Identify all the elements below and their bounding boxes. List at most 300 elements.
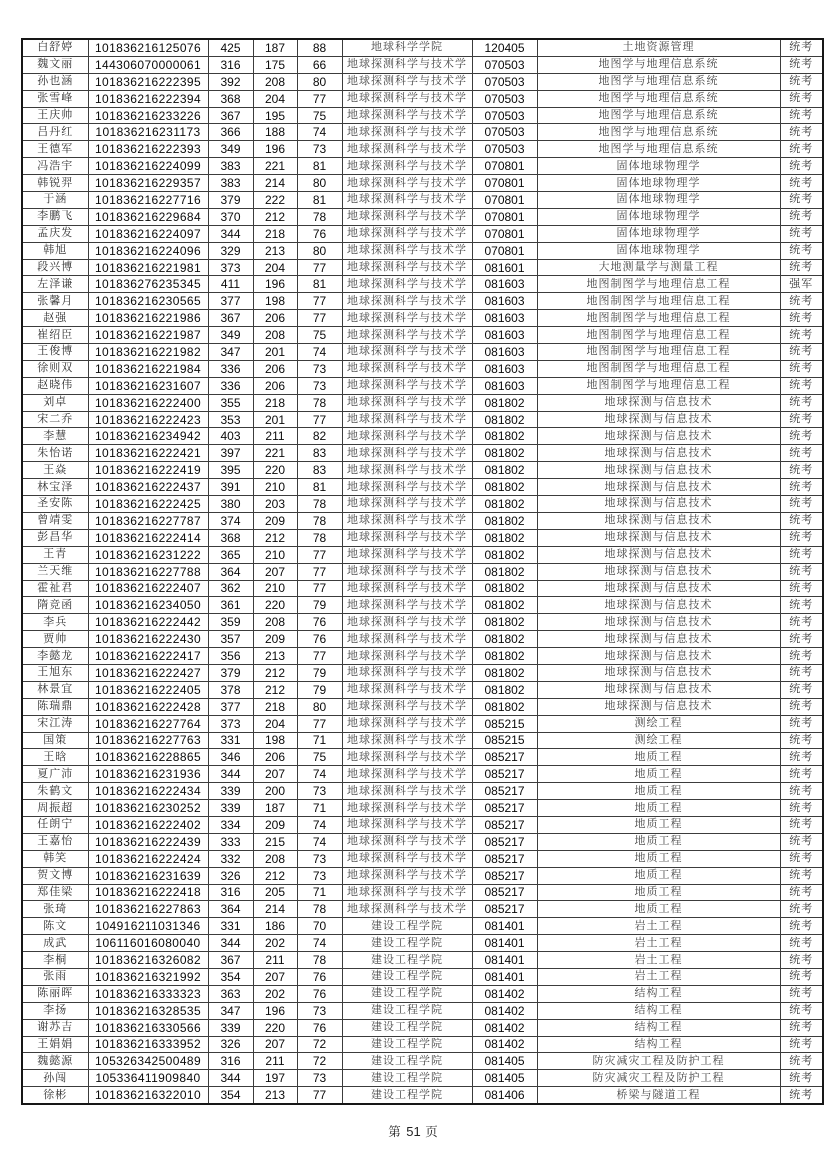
- cell-name: 谢苏吉: [22, 1019, 88, 1036]
- cell-college: 地球探测科学与技术学: [342, 107, 472, 124]
- cell-score-3: 82: [297, 428, 342, 445]
- cell-exam-number: 101836216321992: [88, 968, 208, 985]
- cell-score-total: 373: [208, 259, 253, 276]
- cell-major-name: 地球探测与信息技术: [537, 546, 780, 563]
- cell-exam-number: 101836216230565: [88, 293, 208, 310]
- cell-exam-number: 101836216222414: [88, 529, 208, 546]
- cell-score-2: 220: [253, 1019, 297, 1036]
- cell-college: 地球探测科学与技术学: [342, 732, 472, 749]
- cell-exam-type: 统考: [780, 935, 823, 952]
- cell-college: 建设工程学院: [342, 1002, 472, 1019]
- cell-college: 地球探测科学与技术学: [342, 512, 472, 529]
- cell-major-code: 081802: [472, 580, 537, 597]
- cell-exam-number: 101836216333952: [88, 1036, 208, 1053]
- cell-exam-number: 101836216222428: [88, 698, 208, 715]
- cell-exam-type: 统考: [780, 597, 823, 614]
- cell-exam-type: 统考: [780, 496, 823, 513]
- cell-score-3: 83: [297, 445, 342, 462]
- cell-score-3: 78: [297, 901, 342, 918]
- cell-college: 地球探测科学与技术学: [342, 580, 472, 597]
- cell-score-2: 211: [253, 428, 297, 445]
- cell-score-2: 212: [253, 529, 297, 546]
- cell-exam-number: 101836216227863: [88, 901, 208, 918]
- cell-exam-type: 统考: [780, 479, 823, 496]
- cell-score-total: 403: [208, 428, 253, 445]
- cell-major-name: 固体地球物理学: [537, 175, 780, 192]
- cell-major-name: 地图制图学与地理信息工程: [537, 360, 780, 377]
- table-row: [22, 918, 823, 935]
- cell-exam-type: 统考: [780, 344, 823, 361]
- cell-name: 贾帅: [22, 631, 88, 648]
- cell-score-3: 72: [297, 1036, 342, 1053]
- cell-major-name: 地球探测与信息技术: [537, 597, 780, 614]
- cell-exam-type: 统考: [780, 529, 823, 546]
- cell-score-3: 77: [297, 648, 342, 665]
- cell-score-total: 349: [208, 327, 253, 344]
- cell-major-code: 081802: [472, 597, 537, 614]
- cell-score-3: 78: [297, 952, 342, 969]
- cell-exam-type: 统考: [780, 1070, 823, 1087]
- cell-name: 王俊博: [22, 344, 88, 361]
- cell-major-name: 地球探测与信息技术: [537, 681, 780, 698]
- cell-exam-type: 统考: [780, 867, 823, 884]
- table-row: [22, 141, 823, 158]
- cell-exam-number: 101836216229684: [88, 208, 208, 225]
- cell-score-2: 200: [253, 783, 297, 800]
- cell-exam-type: 强军: [780, 276, 823, 293]
- cell-score-total: 347: [208, 1002, 253, 1019]
- cell-score-total: 377: [208, 698, 253, 715]
- cell-name: 陈文: [22, 918, 88, 935]
- cell-major-code: 081802: [472, 394, 537, 411]
- cell-major-code: 081401: [472, 918, 537, 935]
- cell-exam-type: 统考: [780, 394, 823, 411]
- cell-exam-type: 统考: [780, 985, 823, 1002]
- cell-score-2: 202: [253, 985, 297, 1002]
- cell-college: 地球探测科学与技术学: [342, 56, 472, 73]
- cell-score-total: 344: [208, 766, 253, 783]
- cell-exam-type: 统考: [780, 884, 823, 901]
- cell-score-2: 196: [253, 276, 297, 293]
- cell-college: 建设工程学院: [342, 1053, 472, 1070]
- cell-exam-type: 统考: [780, 631, 823, 648]
- cell-exam-type: 统考: [780, 1002, 823, 1019]
- cell-name: 陈瑞鼎: [22, 698, 88, 715]
- cell-major-name: 地球探测与信息技术: [537, 631, 780, 648]
- table-row: [22, 360, 823, 377]
- cell-score-total: 391: [208, 479, 253, 496]
- table-row: [22, 867, 823, 884]
- cell-major-code: 085217: [472, 867, 537, 884]
- cell-score-2: 203: [253, 496, 297, 513]
- cell-major-name: 结构工程: [537, 1002, 780, 1019]
- table-row: [22, 344, 823, 361]
- cell-exam-number: 101836216227787: [88, 512, 208, 529]
- cell-score-3: 79: [297, 597, 342, 614]
- cell-name: 于涵: [22, 192, 88, 209]
- cell-college: 建设工程学院: [342, 952, 472, 969]
- cell-exam-number: 101836216222393: [88, 141, 208, 158]
- table-row: [22, 276, 823, 293]
- cell-score-total: 355: [208, 394, 253, 411]
- cell-score-3: 80: [297, 242, 342, 259]
- cell-score-total: 364: [208, 901, 253, 918]
- cell-score-2: 209: [253, 512, 297, 529]
- cell-name: 李兵: [22, 614, 88, 631]
- cell-college: 地球探测科学与技术学: [342, 546, 472, 563]
- cell-score-3: 71: [297, 800, 342, 817]
- cell-score-2: 198: [253, 732, 297, 749]
- cell-score-total: 344: [208, 1070, 253, 1087]
- cell-exam-type: 统考: [780, 1087, 823, 1104]
- cell-score-2: 214: [253, 901, 297, 918]
- cell-major-name: 结构工程: [537, 985, 780, 1002]
- cell-score-total: 366: [208, 124, 253, 141]
- cell-name: 张馨月: [22, 293, 88, 310]
- cell-score-total: 392: [208, 73, 253, 90]
- cell-exam-number: 101836216234050: [88, 597, 208, 614]
- cell-name: 韩锐羿: [22, 175, 88, 192]
- cell-college: 地球探测科学与技术学: [342, 158, 472, 175]
- cell-major-code: 081603: [472, 360, 537, 377]
- cell-college: 地球探测科学与技术学: [342, 867, 472, 884]
- cell-score-total: 380: [208, 496, 253, 513]
- cell-name: 成武: [22, 935, 88, 952]
- page-number-prefix: 第: [388, 1125, 402, 1139]
- cell-name: 魏懿源: [22, 1053, 88, 1070]
- cell-college: 地球探测科学与技术学: [342, 715, 472, 732]
- cell-name: 曾靖雯: [22, 512, 88, 529]
- page-number-value: 51: [406, 1124, 421, 1139]
- cell-score-2: 220: [253, 597, 297, 614]
- cell-major-name: 地质工程: [537, 850, 780, 867]
- cell-major-code: 081802: [472, 479, 537, 496]
- cell-major-code: 085217: [472, 783, 537, 800]
- cell-major-name: 地质工程: [537, 800, 780, 817]
- table-row: [22, 192, 823, 209]
- cell-exam-number: 101836216222400: [88, 394, 208, 411]
- cell-major-code: 085217: [472, 749, 537, 766]
- cell-score-total: 379: [208, 192, 253, 209]
- cell-name: 吕丹红: [22, 124, 88, 141]
- table-row: [22, 107, 823, 124]
- cell-name: 兰天维: [22, 563, 88, 580]
- cell-major-name: 地球探测与信息技术: [537, 394, 780, 411]
- cell-exam-number: 101836216222423: [88, 411, 208, 428]
- cell-score-2: 187: [253, 800, 297, 817]
- cell-exam-number: 101836216224099: [88, 158, 208, 175]
- cell-exam-number: 101836216222442: [88, 614, 208, 631]
- cell-major-name: 地图学与地理信息系统: [537, 124, 780, 141]
- cell-major-code: 081406: [472, 1087, 537, 1104]
- cell-score-3: 73: [297, 1070, 342, 1087]
- cell-name: 赵强: [22, 310, 88, 327]
- cell-major-code: 070503: [472, 124, 537, 141]
- cell-score-3: 74: [297, 344, 342, 361]
- cell-major-name: 防灾减灾工程及防护工程: [537, 1070, 780, 1087]
- cell-score-total: 316: [208, 56, 253, 73]
- cell-score-total: 334: [208, 816, 253, 833]
- cell-major-code: 070801: [472, 208, 537, 225]
- cell-score-3: 77: [297, 411, 342, 428]
- table-row: [22, 648, 823, 665]
- cell-college: 地球探测科学与技术学: [342, 124, 472, 141]
- cell-major-code: 085217: [472, 833, 537, 850]
- cell-score-2: 208: [253, 73, 297, 90]
- cell-score-total: 367: [208, 310, 253, 327]
- cell-score-2: 218: [253, 225, 297, 242]
- cell-score-3: 77: [297, 259, 342, 276]
- cell-score-total: 331: [208, 732, 253, 749]
- cell-major-code: 081802: [472, 698, 537, 715]
- table-row: [22, 377, 823, 394]
- cell-major-code: 081402: [472, 1019, 537, 1036]
- cell-score-total: 368: [208, 529, 253, 546]
- cell-score-2: 221: [253, 158, 297, 175]
- cell-score-3: 80: [297, 698, 342, 715]
- cell-college: 地球探测科学与技术学: [342, 681, 472, 698]
- cell-score-2: 211: [253, 1053, 297, 1070]
- cell-exam-type: 统考: [780, 546, 823, 563]
- cell-exam-number: 101836216221987: [88, 327, 208, 344]
- cell-college: 地球探测科学与技术学: [342, 90, 472, 107]
- cell-score-3: 72: [297, 1053, 342, 1070]
- cell-major-name: 测绘工程: [537, 715, 780, 732]
- cell-major-name: 地图制图学与地理信息工程: [537, 293, 780, 310]
- cell-exam-number: 101836216222418: [88, 884, 208, 901]
- table-row: [22, 428, 823, 445]
- cell-major-name: 土地资源管理: [537, 39, 780, 56]
- cell-exam-type: 统考: [780, 310, 823, 327]
- cell-exam-number: 101836216330566: [88, 1019, 208, 1036]
- cell-exam-number: 101836216234942: [88, 428, 208, 445]
- cell-name: 李桐: [22, 952, 88, 969]
- cell-major-code: 081802: [472, 563, 537, 580]
- cell-name: 王青: [22, 546, 88, 563]
- cell-score-total: 377: [208, 293, 253, 310]
- cell-college: 地球探测科学与技术学: [342, 310, 472, 327]
- cell-major-code: 070801: [472, 225, 537, 242]
- cell-exam-number: 105326342500489: [88, 1053, 208, 1070]
- cell-major-name: 地球探测与信息技术: [537, 512, 780, 529]
- cell-exam-type: 统考: [780, 242, 823, 259]
- cell-score-3: 80: [297, 175, 342, 192]
- cell-exam-number: 101836216222439: [88, 833, 208, 850]
- cell-college: 地球探测科学与技术学: [342, 293, 472, 310]
- table-row: [22, 816, 823, 833]
- cell-score-total: 339: [208, 783, 253, 800]
- cell-name: 陈丽晖: [22, 985, 88, 1002]
- table-row: [22, 698, 823, 715]
- cell-score-2: 210: [253, 479, 297, 496]
- cell-exam-type: 统考: [780, 141, 823, 158]
- cell-exam-type: 统考: [780, 850, 823, 867]
- cell-score-total: 316: [208, 884, 253, 901]
- cell-college: 地球探测科学与技术学: [342, 816, 472, 833]
- cell-name: 徐则双: [22, 360, 88, 377]
- cell-score-3: 77: [297, 580, 342, 597]
- cell-college: 建设工程学院: [342, 968, 472, 985]
- cell-exam-number: 101836216221986: [88, 310, 208, 327]
- cell-major-name: 岩土工程: [537, 952, 780, 969]
- cell-score-3: 70: [297, 918, 342, 935]
- cell-score-2: 196: [253, 1002, 297, 1019]
- cell-score-3: 77: [297, 546, 342, 563]
- table-row: [22, 496, 823, 513]
- cell-score-2: 201: [253, 411, 297, 428]
- cell-score-2: 210: [253, 580, 297, 597]
- cell-score-3: 71: [297, 884, 342, 901]
- cell-exam-type: 统考: [780, 681, 823, 698]
- cell-score-3: 81: [297, 192, 342, 209]
- cell-major-code: 081603: [472, 377, 537, 394]
- cell-score-3: 80: [297, 73, 342, 90]
- cell-major-name: 地图制图学与地理信息工程: [537, 310, 780, 327]
- table-row: [22, 56, 823, 73]
- cell-score-2: 207: [253, 563, 297, 580]
- table-row: [22, 1036, 823, 1053]
- cell-exam-type: 统考: [780, 225, 823, 242]
- cell-score-total: 349: [208, 141, 253, 158]
- cell-score-total: 356: [208, 648, 253, 665]
- cell-score-2: 195: [253, 107, 297, 124]
- cell-college: 地球探测科学与技术学: [342, 192, 472, 209]
- cell-exam-number: 144306070000061: [88, 56, 208, 73]
- table-row: [22, 411, 823, 428]
- cell-major-name: 地球探测与信息技术: [537, 529, 780, 546]
- cell-major-name: 岩土工程: [537, 968, 780, 985]
- cell-major-name: 固体地球物理学: [537, 242, 780, 259]
- cell-major-code: 085217: [472, 816, 537, 833]
- cell-score-2: 209: [253, 816, 297, 833]
- cell-college: 地球探测科学与技术学: [342, 901, 472, 918]
- cell-exam-number: 101836216231936: [88, 766, 208, 783]
- cell-score-total: 364: [208, 563, 253, 580]
- cell-college: 建设工程学院: [342, 1036, 472, 1053]
- cell-major-code: 070801: [472, 158, 537, 175]
- cell-name: 韩笑: [22, 850, 88, 867]
- cell-name: 张琦: [22, 901, 88, 918]
- cell-score-2: 221: [253, 445, 297, 462]
- cell-exam-type: 统考: [780, 56, 823, 73]
- cell-major-code: 085217: [472, 800, 537, 817]
- cell-score-3: 88: [297, 39, 342, 56]
- cell-score-total: 425: [208, 39, 253, 56]
- cell-exam-type: 统考: [780, 1019, 823, 1036]
- cell-score-total: 370: [208, 208, 253, 225]
- cell-major-name: 地球探测与信息技术: [537, 411, 780, 428]
- cell-exam-number: 101836216231222: [88, 546, 208, 563]
- cell-score-2: 201: [253, 344, 297, 361]
- cell-score-3: 76: [297, 225, 342, 242]
- table-row: [22, 850, 823, 867]
- table-row: [22, 208, 823, 225]
- cell-score-2: 207: [253, 968, 297, 985]
- cell-name: 崔绍臣: [22, 327, 88, 344]
- cell-major-code: 081402: [472, 985, 537, 1002]
- table-row: [22, 833, 823, 850]
- cell-college: 地球探测科学与技术学: [342, 648, 472, 665]
- cell-exam-number: 106116016080040: [88, 935, 208, 952]
- cell-major-code: 081802: [472, 445, 537, 462]
- cell-exam-type: 统考: [780, 259, 823, 276]
- cell-exam-type: 统考: [780, 293, 823, 310]
- cell-exam-number: 101836276235345: [88, 276, 208, 293]
- cell-major-code: 081802: [472, 529, 537, 546]
- table-row: [22, 597, 823, 614]
- cell-score-3: 73: [297, 850, 342, 867]
- cell-score-total: 367: [208, 107, 253, 124]
- table-row: [22, 90, 823, 107]
- cell-name: 刘卓: [22, 394, 88, 411]
- cell-exam-type: 统考: [780, 664, 823, 681]
- cell-exam-type: 统考: [780, 833, 823, 850]
- cell-score-3: 74: [297, 935, 342, 952]
- cell-score-total: 316: [208, 1053, 253, 1070]
- cell-exam-type: 统考: [780, 698, 823, 715]
- cell-college: 地球探测科学与技术学: [342, 631, 472, 648]
- cell-major-name: 防灾减灾工程及防护工程: [537, 1053, 780, 1070]
- table-body: [22, 39, 823, 1104]
- cell-exam-number: 101836216222427: [88, 664, 208, 681]
- cell-score-total: 359: [208, 614, 253, 631]
- cell-score-total: 326: [208, 1036, 253, 1053]
- cell-exam-type: 统考: [780, 158, 823, 175]
- cell-score-total: 336: [208, 377, 253, 394]
- cell-score-total: 354: [208, 968, 253, 985]
- cell-score-3: 74: [297, 766, 342, 783]
- cell-college: 地球探测科学与技术学: [342, 479, 472, 496]
- cell-score-3: 78: [297, 512, 342, 529]
- cell-score-2: 198: [253, 293, 297, 310]
- table-row: [22, 732, 823, 749]
- cell-score-3: 73: [297, 783, 342, 800]
- cell-name: 宋二乔: [22, 411, 88, 428]
- table-row: [22, 952, 823, 969]
- cell-name: 张雪峰: [22, 90, 88, 107]
- cell-exam-number: 101836216222434: [88, 783, 208, 800]
- cell-major-code: 081405: [472, 1053, 537, 1070]
- cell-college: 建设工程学院: [342, 1019, 472, 1036]
- cell-exam-number: 101836216222421: [88, 445, 208, 462]
- cell-major-name: 地球探测与信息技术: [537, 648, 780, 665]
- cell-major-name: 地质工程: [537, 884, 780, 901]
- cell-exam-number: 101836216326082: [88, 952, 208, 969]
- cell-score-total: 379: [208, 664, 253, 681]
- cell-score-2: 209: [253, 631, 297, 648]
- cell-exam-number: 101836216221982: [88, 344, 208, 361]
- cell-major-code: 081405: [472, 1070, 537, 1087]
- cell-college: 地球探测科学与技术学: [342, 664, 472, 681]
- cell-score-2: 211: [253, 952, 297, 969]
- table-row: [22, 664, 823, 681]
- admission-table: [21, 38, 824, 1105]
- cell-exam-type: 统考: [780, 512, 823, 529]
- cell-score-total: 333: [208, 833, 253, 850]
- cell-score-2: 212: [253, 867, 297, 884]
- cell-college: 建设工程学院: [342, 1087, 472, 1104]
- cell-exam-number: 101836216222405: [88, 681, 208, 698]
- cell-score-total: 395: [208, 462, 253, 479]
- cell-exam-number: 101836216233226: [88, 107, 208, 124]
- cell-score-2: 214: [253, 175, 297, 192]
- cell-major-name: 地质工程: [537, 901, 780, 918]
- table-row: [22, 1002, 823, 1019]
- cell-score-total: 365: [208, 546, 253, 563]
- cell-exam-type: 统考: [780, 124, 823, 141]
- cell-score-3: 73: [297, 360, 342, 377]
- cell-score-3: 81: [297, 479, 342, 496]
